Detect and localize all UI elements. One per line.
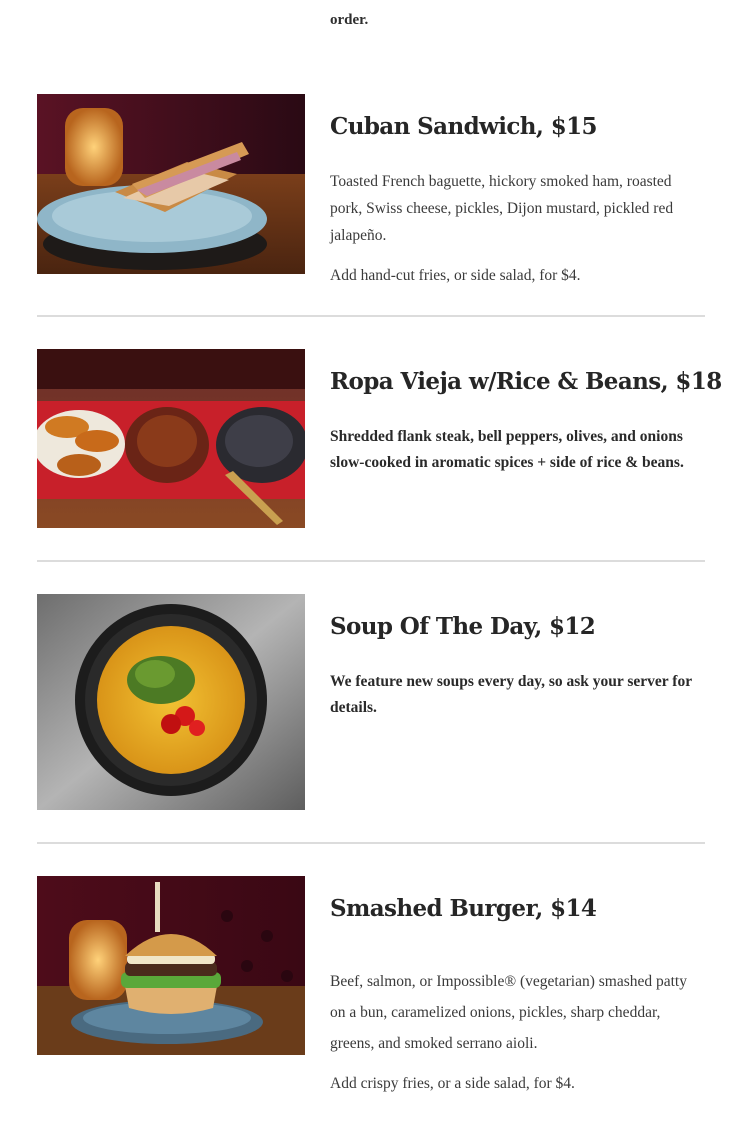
menu-item-description: Beef, salmon, or Impossible® (vegetarian) smashed patty on a bun, caramelized onions, pickles, sharp cheddar, greens, and smoked serrano aioli. bbox=[330, 973, 687, 1052]
menu-item-addon: Add crispy fries, or a side salad, for $4. bbox=[330, 1075, 575, 1092]
ropa-vieja-details bbox=[330, 349, 722, 476]
menu-item-addon: Add hand-cut fries, or side salad, for $4. bbox=[330, 267, 581, 284]
previous-item-tail-text: order. bbox=[330, 12, 369, 28]
menu-item-ropa-vieja bbox=[37, 349, 722, 528]
menu-item-title: Soup Of The Day, $12 bbox=[330, 613, 596, 640]
burger-photo bbox=[37, 876, 305, 1055]
menu-item-title: Ropa Vieja w/Rice & Beans, $18 bbox=[330, 368, 722, 395]
menu-item-title: Cuban Sandwich, $15 bbox=[330, 113, 597, 140]
menu-item-cuban-sandwich bbox=[37, 94, 705, 284]
item-divider bbox=[37, 842, 705, 844]
menu-item-description: We feature new soups every day, so ask your server for details. bbox=[330, 673, 692, 716]
ropa-vieja-photo bbox=[37, 349, 305, 528]
cuban-sandwich-photo bbox=[37, 94, 305, 274]
cuban-sandwich-details bbox=[330, 94, 705, 287]
menu-item-description: Toasted French baguette, hickory smoked ham, roasted pork, Swiss cheese, pickles, Dijon mustard, pickled red jalapeño. bbox=[330, 173, 674, 244]
soup-details bbox=[330, 594, 705, 721]
menu-item-soup-of-the-day bbox=[37, 594, 705, 810]
menu-item-smashed-burger bbox=[37, 876, 705, 1116]
menu-item-title: Smashed Burger, $14 bbox=[330, 895, 597, 922]
soup-photo bbox=[37, 594, 305, 810]
item-divider bbox=[37, 315, 705, 317]
menu-item-description: Shredded flank steak, bell peppers, olives, and onions slow-cooked in aromatic spices + side of rice & beans. bbox=[330, 428, 684, 471]
smashed-burger-details bbox=[330, 876, 705, 1095]
item-divider bbox=[37, 560, 705, 562]
